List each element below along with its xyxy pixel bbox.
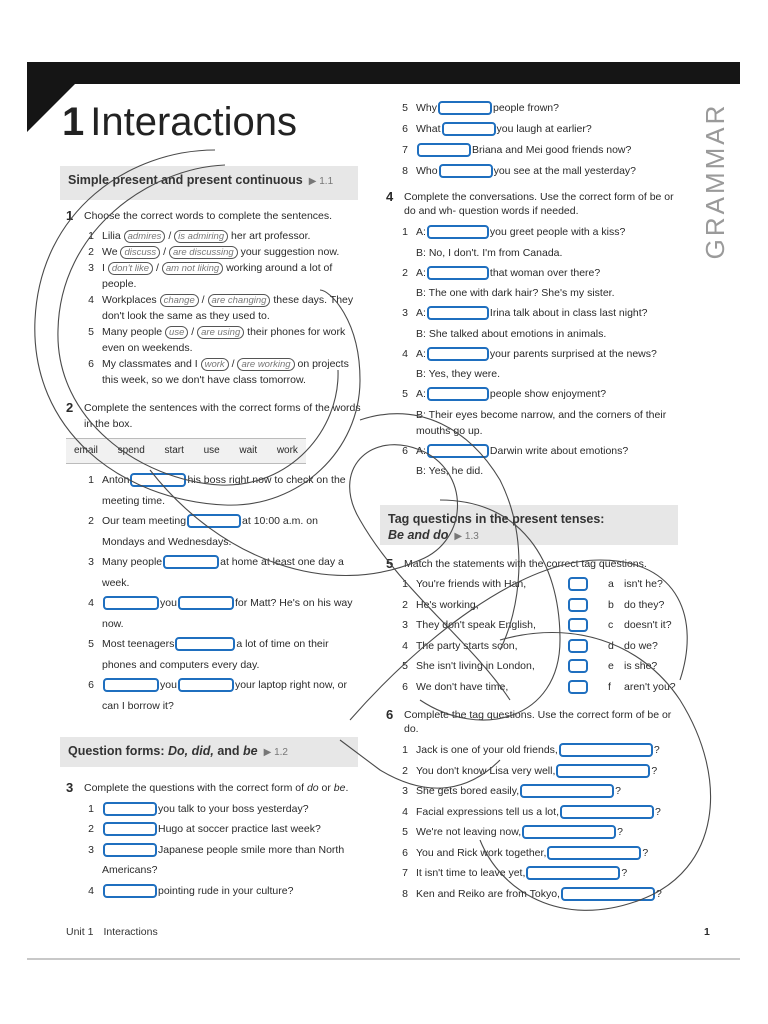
exercise-6-item: 6 You and Rick work together, ? [402, 846, 649, 859]
answer-blank[interactable] [130, 473, 186, 487]
answer-blank[interactable] [103, 678, 159, 692]
exercise-4-item: 4 A: your parents surprised at the news? [402, 347, 657, 360]
match-row: 1 You're friends with Han, a isn't he? [402, 578, 663, 591]
match-answer-box[interactable] [568, 598, 588, 612]
exercise-4: 4 Complete the conversations. Use the correct form of be or do and wh- question words if needed. 1 A: you greet people with a kiss? B: No, I don't. I'm from Canada. 2 A: that woman over there? B: The one with dark hair? She's my sister. 3 A: Irina talk about in class last night? B: She talked about emotions in animals. 4 A: your parents surprised at the news? B: Yes, they were. 5 A: people show enjoyment? B: Their eyes become narrow, and the corners of their mouths go up. 6 A: Darwin write about emotions? B: Yes, he did. [386, 190, 676, 481]
exercise-4-response: B: Yes, they were. [416, 368, 501, 380]
exercise-3-item: 7 Briana and Mei good friends now? [402, 144, 632, 156]
exercise-6-item: 1 Jack is one of your old friends, ? [402, 744, 660, 756]
answer-blank[interactable] [561, 887, 655, 901]
exercise-1: 1 Choose the correct words to complete the sentences. 1 Lilia admires / is admiring her art professor. 2 We discuss / are discussing your suggestion now. 3 I don't like / am not liking working around a lot of people. 4 Workplaces change / are changing these days. They don't look the same as they used to. 5 Many people use / are using their phones for work even on weekends. 6 My classmates and I work / are working on projects this week, so we don't have class tomorrow. [66, 208, 356, 388]
exercise-4-item: 5 A: people show enjoyment? [402, 388, 607, 400]
exercise-1-item: 4 Workplaces change / are changing these days. They don't look the same as they used to. [88, 294, 354, 322]
answer-blank[interactable] [427, 225, 489, 239]
audio-ref: ▶ 1.2 [263, 747, 288, 758]
answer-blank[interactable] [442, 122, 496, 136]
choice-option[interactable]: are working [237, 358, 294, 371]
exercise-2-item: 1 Anton his boss right now to check on the meeting time. [88, 474, 346, 507]
match-answer-box[interactable] [568, 659, 588, 673]
exercise-6-instruction: Complete the tag questions. Use the correct form of be or do. [404, 709, 672, 735]
choice-option[interactable]: discuss [120, 246, 160, 259]
choice-option[interactable]: don't like [108, 262, 153, 275]
exercise-4-item: 2 A: that woman over there? [402, 266, 601, 279]
unit-number: 1 [62, 100, 85, 144]
exercise-6-item: 8 Ken and Reiko are from Tokyo, ? [402, 887, 662, 900]
exercise-4-response: B: No, I don't. I'm from Canada. [416, 246, 563, 259]
unit-name: Interactions [90, 100, 298, 144]
choice-option[interactable]: are using [197, 326, 244, 339]
choice-option[interactable]: is admiring [174, 230, 228, 243]
exercise-4-response: B: The one with dark hair? She's my sister. [416, 287, 615, 299]
answer-blank[interactable] [103, 802, 157, 816]
answer-blank[interactable] [439, 164, 493, 178]
exercise-1-item: 2 We discuss / are discussing your suggestion now. [88, 246, 340, 258]
exercise-6: 6 Complete the tag questions. Use the correct form of be or do. 1 Jack is one of your old friends, ? 2 You don't know Lisa very well, ? 3 She gets bored easily, ? 4 Facial expressions tell us a lot, ? 5 We're not leaving now, ? 6 You and Rick work together, ? 7 It isn't time to leave yet, ? 8 Ken and Reiko are from Tokyo, ? [386, 708, 686, 904]
exercise-3-item: 6 What you laugh at earlier? [402, 123, 592, 135]
answer-blank[interactable] [427, 266, 489, 280]
answer-blank[interactable] [427, 444, 489, 458]
exercise-1-item: 6 My classmates and I work / are working on projects this week, so we don't have class tomorrow. [88, 358, 349, 386]
answer-blank[interactable] [103, 843, 157, 857]
match-answer-box[interactable] [568, 577, 588, 591]
exercise-5: 5 Match the statements with the correct tag questions. 1 You're friends with Han, a isn't he? 2 He's working, b do they? 3 They don't speak English, c doesn't it? 4 The party starts soon, d do we? 5 She isn't living in London, e is she? 6 We don't have time, f aren't you? [386, 556, 686, 697]
exercise-2-item: 6 you your laptop right now, or can I borrow it? [88, 679, 348, 712]
exercise-6-item: 4 Facial expressions tell us a lot, ? [402, 805, 661, 818]
match-answer-box[interactable] [568, 618, 588, 632]
exercise-2-item: 2 Our team meeting at 10:00 a.m. on Mondays and Wednesdays. [88, 515, 318, 548]
exercise-3-item: 4 pointing rude in your culture? [88, 884, 294, 897]
exercise-3-item: 8 Who you see at the mall yesterday? [402, 165, 637, 177]
audio-ref: ▶ 1.3 [454, 531, 479, 543]
exercise-3-item: 1 you talk to your boss yesterday? [88, 802, 309, 815]
footer-divider [27, 958, 740, 960]
answer-blank[interactable] [178, 678, 234, 692]
exercise-4-response: B: She talked about emotions in animals. [416, 327, 607, 340]
answer-blank[interactable] [103, 822, 157, 836]
answer-blank[interactable] [187, 514, 241, 528]
answer-blank[interactable] [522, 825, 616, 839]
exercise-3-instruction: Complete the questions with the correct form of do or be. [84, 782, 349, 794]
match-row: 5 She isn't living in London, e is she? [402, 660, 658, 673]
match-row: 3 They don't speak English, c doesn't it? [402, 619, 672, 632]
exercise-6-item: 2 You don't know Lisa very well, ? [402, 764, 658, 777]
answer-blank[interactable] [559, 743, 653, 757]
word-box [66, 438, 306, 464]
answer-blank[interactable] [178, 596, 234, 610]
exercise-3-item: 2 Hugo at soccer practice last week? [88, 823, 321, 835]
exercise-3-item: 5 Why people frown? [402, 102, 559, 114]
exercise-1-instruction: Choose the correct words to complete the sentences. [84, 210, 333, 222]
answer-blank[interactable] [163, 555, 219, 569]
exercise-4-instruction: Complete the conversations. Use the correct form of be or do and wh- question words if needed. [404, 191, 674, 217]
grammar-side-label: GRAMMAR [700, 102, 730, 260]
word-box-word: work [276, 445, 298, 456]
choice-option[interactable]: use [165, 326, 188, 339]
choice-option[interactable]: are changing [208, 294, 271, 307]
exercise-4-item: 6 A: Darwin write about emotions? [402, 444, 629, 457]
unit-title [62, 96, 297, 148]
exercise-6-item: 7 It isn't time to leave yet, ? [402, 867, 628, 879]
exercise-6-item: 3 She gets bored easily, ? [402, 785, 621, 797]
choice-option[interactable]: work [201, 358, 229, 371]
answer-blank[interactable] [103, 596, 159, 610]
choice-option[interactable]: change [160, 294, 199, 307]
exercise-2-instruction: Complete the sentences with the correct forms of the words in the box. [84, 402, 361, 430]
section-question-forms: Question forms: Do, did, and be ▶ 1.2 [60, 737, 358, 767]
answer-blank[interactable] [427, 306, 489, 320]
word-box-word: email [74, 445, 98, 456]
answer-blank[interactable] [520, 784, 614, 798]
footer: Unit 1 Interactions [66, 926, 158, 938]
section-tag-questions: Tag questions in the present tenses: Be and do ▶ 1.3 [380, 505, 678, 545]
exercise-5-instruction: Match the statements with the correct tag questions. [404, 558, 647, 570]
answer-blank[interactable] [560, 805, 654, 819]
top-bar [27, 62, 740, 84]
audio-ref: ▶ 1.1 [308, 176, 334, 187]
exercise-3-continued [386, 98, 686, 182]
exercise-1-item: 5 Many people use / are using their phones for work even on weekends. [88, 326, 346, 354]
exercise-4-response: B: Yes, he did. [416, 465, 484, 477]
match-row: 4 The party starts soon, d do we? [402, 639, 658, 652]
exercise-2: 2 Complete the sentences with the correct forms of the words in the box. email spend start use wait work 1 Anton his boss right now to check on the meeting time. 2 Our team meeting at 10:00 a.m. on Mondays and Wednesdays. 3 Many people at home at least one day a week. 4 you for Matt? He's on his way now. 5 Most teenagers a lot of time on their phones and computers every day. 6 you your laptop right now, or can I borrow it? [66, 400, 362, 716]
choice-option[interactable]: am not liking [162, 262, 223, 275]
exercise-2-item: 3 Many people at home at least one day a week. [88, 556, 344, 589]
exercise-2-item: 4 you for Matt? He's on his way now. [88, 597, 353, 630]
match-answer-box[interactable] [568, 680, 588, 694]
exercise-1-item: 3 I don't like / am not liking working around a lot of people. [88, 262, 333, 290]
answer-blank[interactable] [556, 764, 650, 778]
exercise-3: 3 Complete the questions with the correct form of do or be. 1 you talk to your boss yesterday? 2 Hugo at soccer practice last week? 3 Japanese people smile more than North Americans? 4 pointing rude in your culture? [66, 778, 362, 901]
choice-option[interactable]: are discussing [169, 246, 238, 259]
exercise-3-item: 3 Japanese people smile more than North Americans? [88, 843, 345, 876]
match-answer-box[interactable] [568, 639, 588, 653]
answer-blank[interactable] [427, 347, 489, 361]
section-simple-present: Simple present and present continuous ▶ 1.1 [60, 166, 358, 200]
exercise-2-item: 5 Most teenagers a lot of time on their phones and computers every day. [88, 638, 329, 671]
exercise-4-response: B: Their eyes become narrow, and the corners of their mouths go up. [416, 408, 667, 437]
answer-blank[interactable] [547, 846, 641, 860]
exercise-4-item: 1 A: you greet people with a kiss? [402, 226, 626, 238]
answer-blank[interactable] [417, 143, 471, 157]
exercise-6-item: 5 We're not leaving now, ? [402, 826, 623, 838]
answer-blank[interactable] [438, 101, 492, 115]
word-box-word: wait [239, 445, 258, 456]
word-box-word: spend [117, 445, 145, 456]
exercise-4-item: 3 A: Irina talk about in class last night? [402, 307, 648, 319]
page-number: 1 [704, 926, 710, 938]
answer-blank[interactable] [427, 387, 489, 401]
match-row: 2 He's working, b do they? [402, 598, 665, 611]
answer-blank[interactable] [526, 866, 620, 880]
exercise-1-item: 1 Lilia admires / is admiring her art professor. [88, 230, 311, 242]
match-row: 6 We don't have time, f aren't you? [402, 680, 676, 693]
word-box-word: use [203, 445, 220, 456]
answer-blank[interactable] [103, 884, 157, 898]
word-box-word: start [164, 445, 184, 456]
answer-blank[interactable] [175, 637, 235, 651]
choice-option[interactable]: admires [124, 230, 166, 243]
